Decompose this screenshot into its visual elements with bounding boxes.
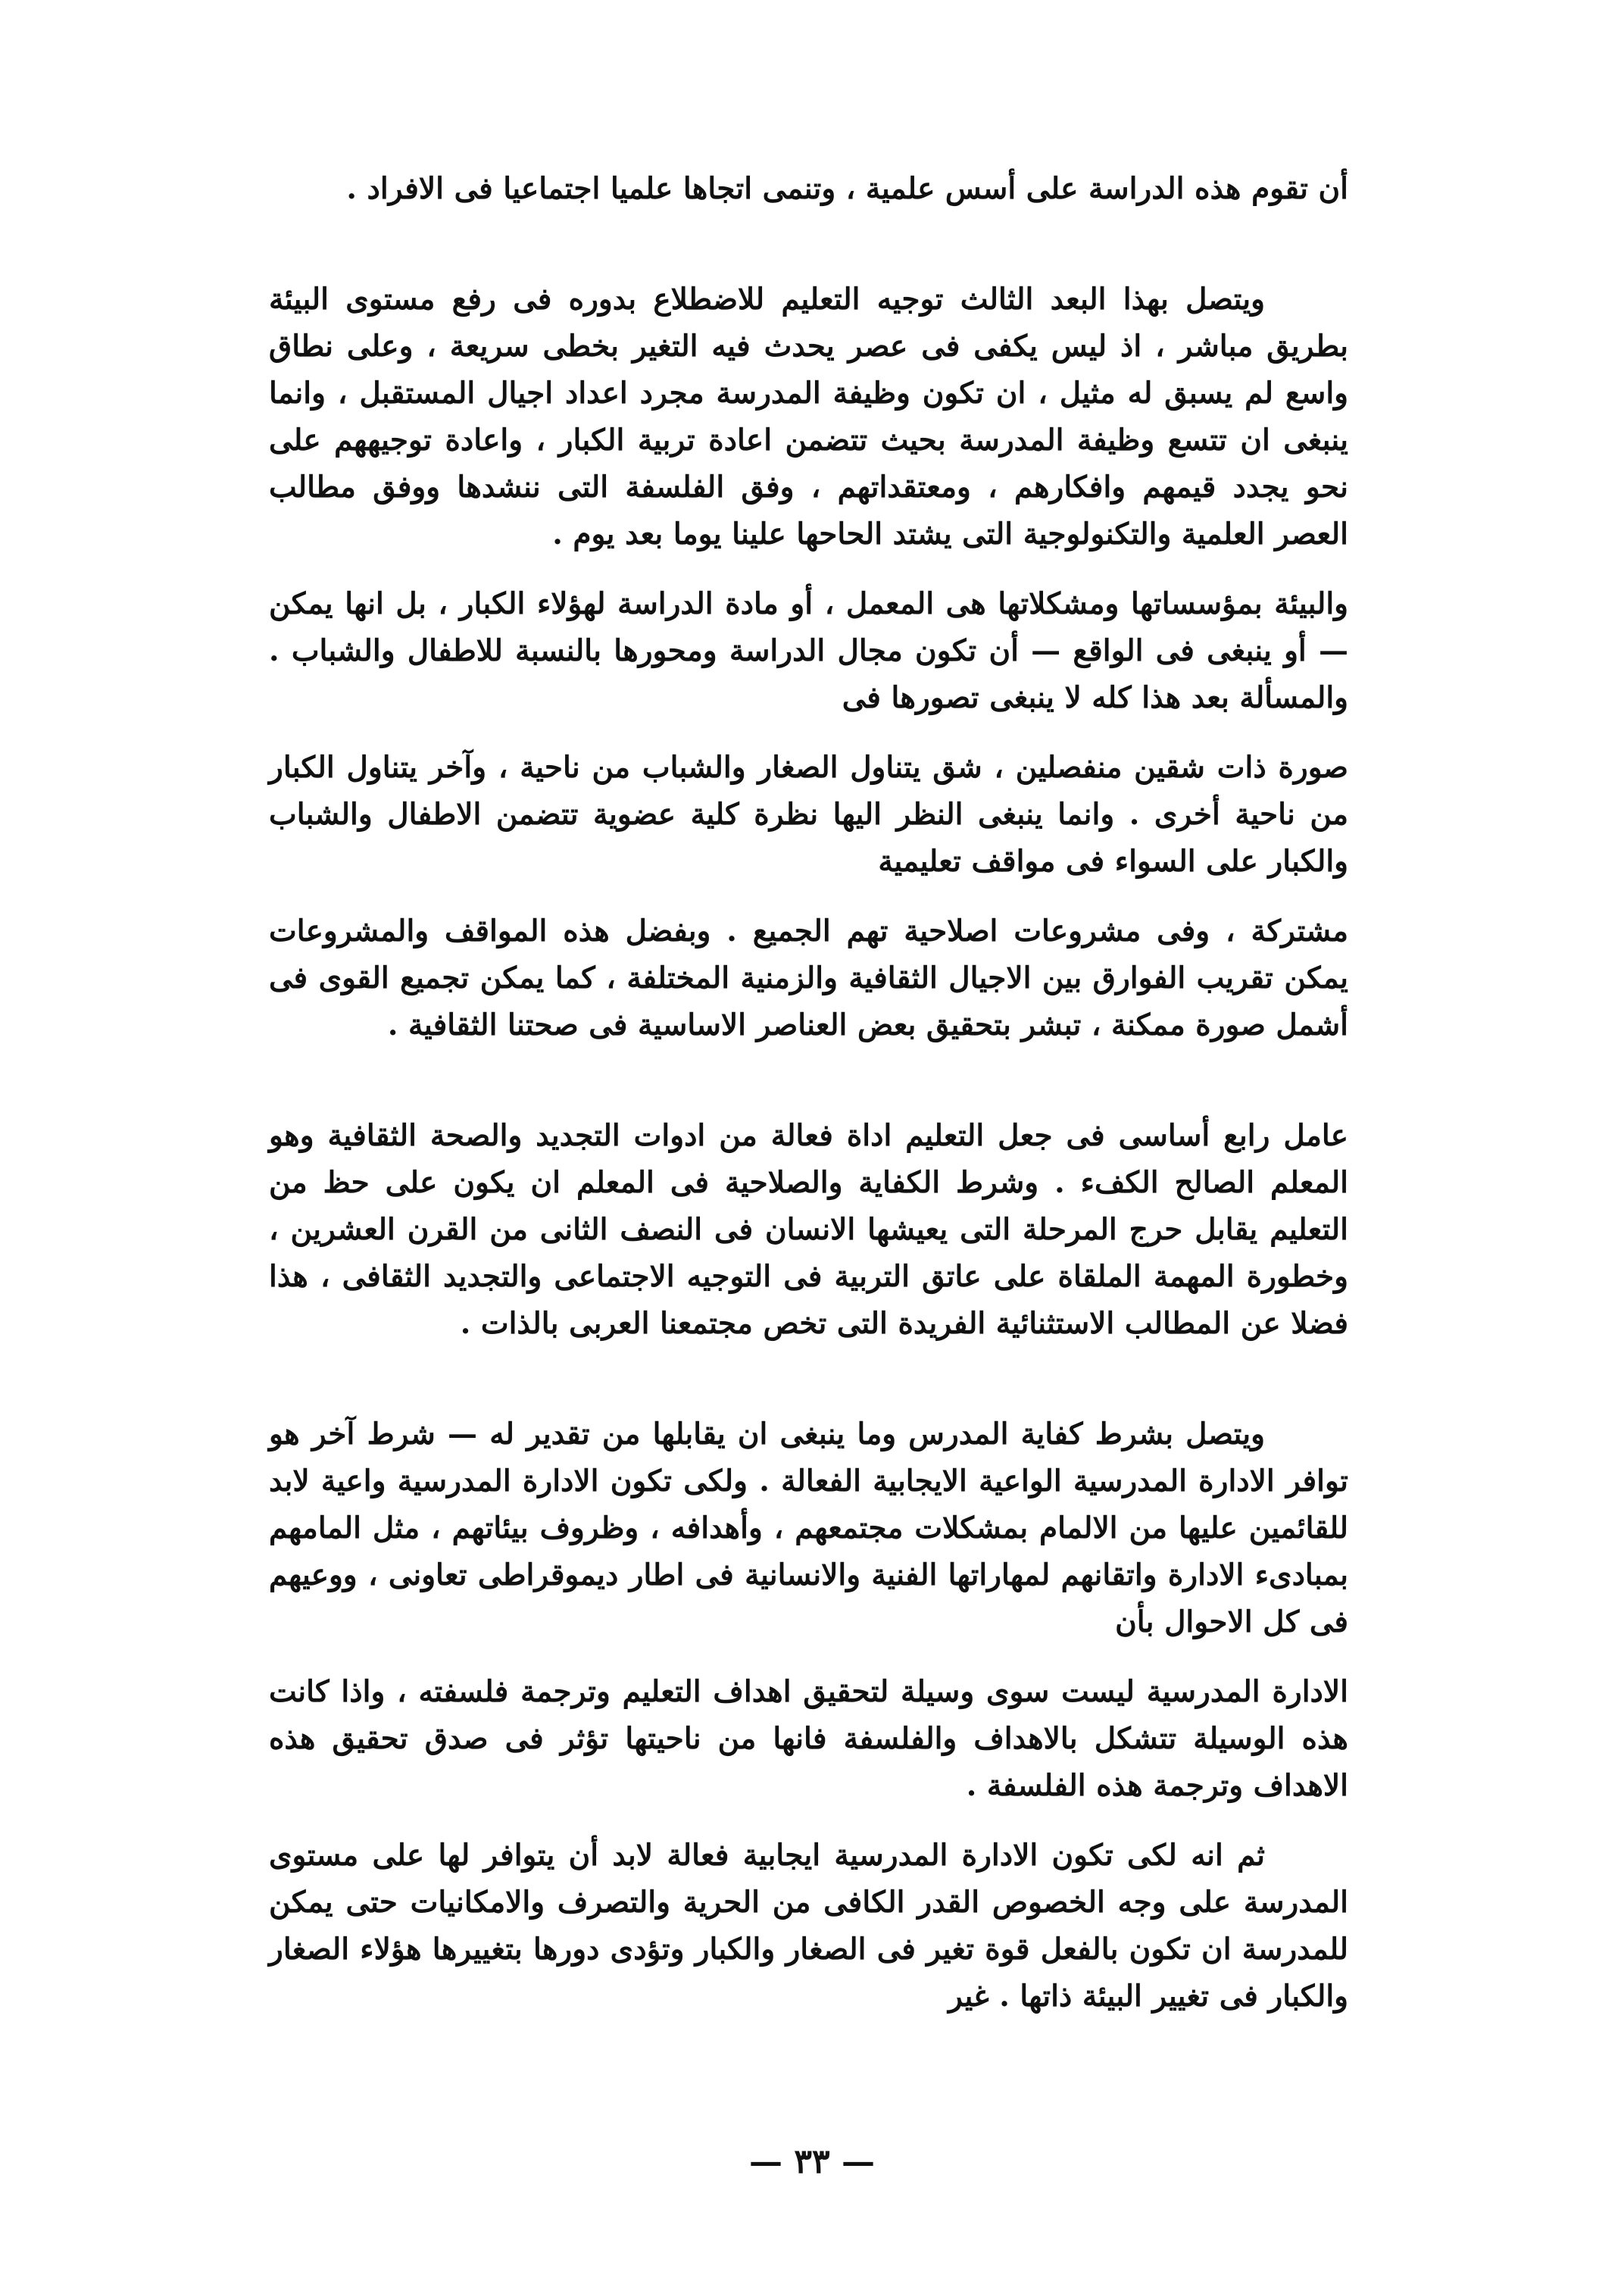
text-column — [269, 165, 1348, 2042]
paragraph-7: ويتصل بشرط كفاية المدرس وما ينبغى ان يقابلها من تقدير له — شرط آخر هو توافر الادارة المدرسية الواعية الايجابية الفعالة . ولكى تكون الادارة المدرسية واعية لابد للقائمين عليها من الالمام بمشكلات مجتمعهم ، وأهدافه ، وظروف بيئاتهم ، مثل المامهم بمبادىء الادارة واتقانهم لمهاراتها الفنية والانسانية فى اطار ديموقراطى تعاونى ، ووعيهم فى كل الاحوال بأن — [269, 1417, 1348, 1639]
paragraph-4: صورة ذات شقين منفصلين ، شق يتناول الصغار والشباب من ناحية ، وآخر يتناول الكبار من ناحية أخرى . وانما ينبغى النظر اليها نظرة كلية عضوية تتضمن الاطفال والشباب والكبار على السواء فى مواقف تعليمية — [269, 750, 1348, 879]
paragraph-6: عامل رابع أساسى فى جعل التعليم اداة فعالة من ادوات التجديد والصحة الثقافية وهو المعلم الصالح الكفء . وشرط الكفاية والصلاحية فى المعلم ان يكون على حظ من التعليم يقابل حرج المرحلة التى يعيشها الانسان فى النصف الثانى من القرن العشرين ، وخطورة المهمة الملقاة على عاتق التربية فى التوجيه الاجتماعى والتجديد الثقافى ، هذا فضلا عن المطالب الاستثنائية الفريدة التى تخص مجتمعنا العربى بالذات . — [269, 1118, 1348, 1341]
paragraph-3: والبيئة بمؤسساتها ومشكلاتها هى المعمل ، أو مادة الدراسة لهؤلاء الكبار ، بل انها يمكن — أو ينبغى فى الواقع — أن تكون مجال الدراسة ومحورها بالنسبة للاطفال والشباب . والمسألة بعد هذا كله لا ينبغى تصورها فى — [269, 586, 1348, 715]
page-number: — ٣٣ — — [749, 2142, 875, 2181]
paragraph-5: مشتركة ، وفى مشروعات اصلاحية تهم الجميع . وبفضل هذه المواقف والمشروعات يمكن تقريب الفوارق بين الاجيال الثقافية والزمنية المختلفة ، كما يمكن تجميع القوى فى أشمل صورة ممكنة ، تبشر بتحقيق بعض العناصر الاساسية فى صحتنا الثقافية . — [269, 914, 1348, 1042]
paragraph-9: ثم انه لكى تكون الادارة المدرسية ايجابية فعالة لابد أن يتوافر لها على مستوى المدرسة على وجه الخصوص القدر الكافى من الحرية والتصرف والامكانيات حتى يمكن للمدرسة ان تكون بالفعل قوة تغير فى الصغار والكبار وتؤدى دورها بتغييرها هؤلاء الصغار والكبار فى تغيير البيئة ذاتها . غير — [269, 1838, 1348, 2014]
paragraph-2: ويتصل بهذا البعد الثالث توجيه التعليم للاضطلاع بدوره فى رفع مستوى البيئة بطريق مباشر ، اذ ليس يكفى فى عصر يحدث فيه التغير بخطى سريعة ، وعلى نطاق واسع لم يسبق له مثيل ، ان تكون وظيفة المدرسة مجرد اعداد اجيال المستقبل ، وانما ينبغى ان تتسع وظيفة المدرسة بحيث تتضمن اعادة تربية الكبار ، واعادة توجيههم على نحو يجدد قيمهم وافكارهم ، ومعتقداتهم ، وفق الفلسفة التى ننشدها ووفق مطالب العصر العلمية والتكنولوجية التى يشتد الحاحها علينا يوما بعد يوم . — [269, 282, 1348, 552]
paragraph-8: الادارة المدرسية ليست سوى وسيلة لتحقيق اهداف التعليم وترجمة فلسفته ، واذا كانت هذه الوسيلة تتشكل بالاهداف والفلسفة فانها من ناحيتها تؤثر فى صدق تحقيق هذه الاهداف وترجمة هذه الفلسفة . — [269, 1674, 1348, 1803]
paragraph-1: أن تقوم هذه الدراسة على أسس علمية ، وتنمى اتجاها علميا اجتماعيا فى الافراد . — [346, 171, 1348, 206]
